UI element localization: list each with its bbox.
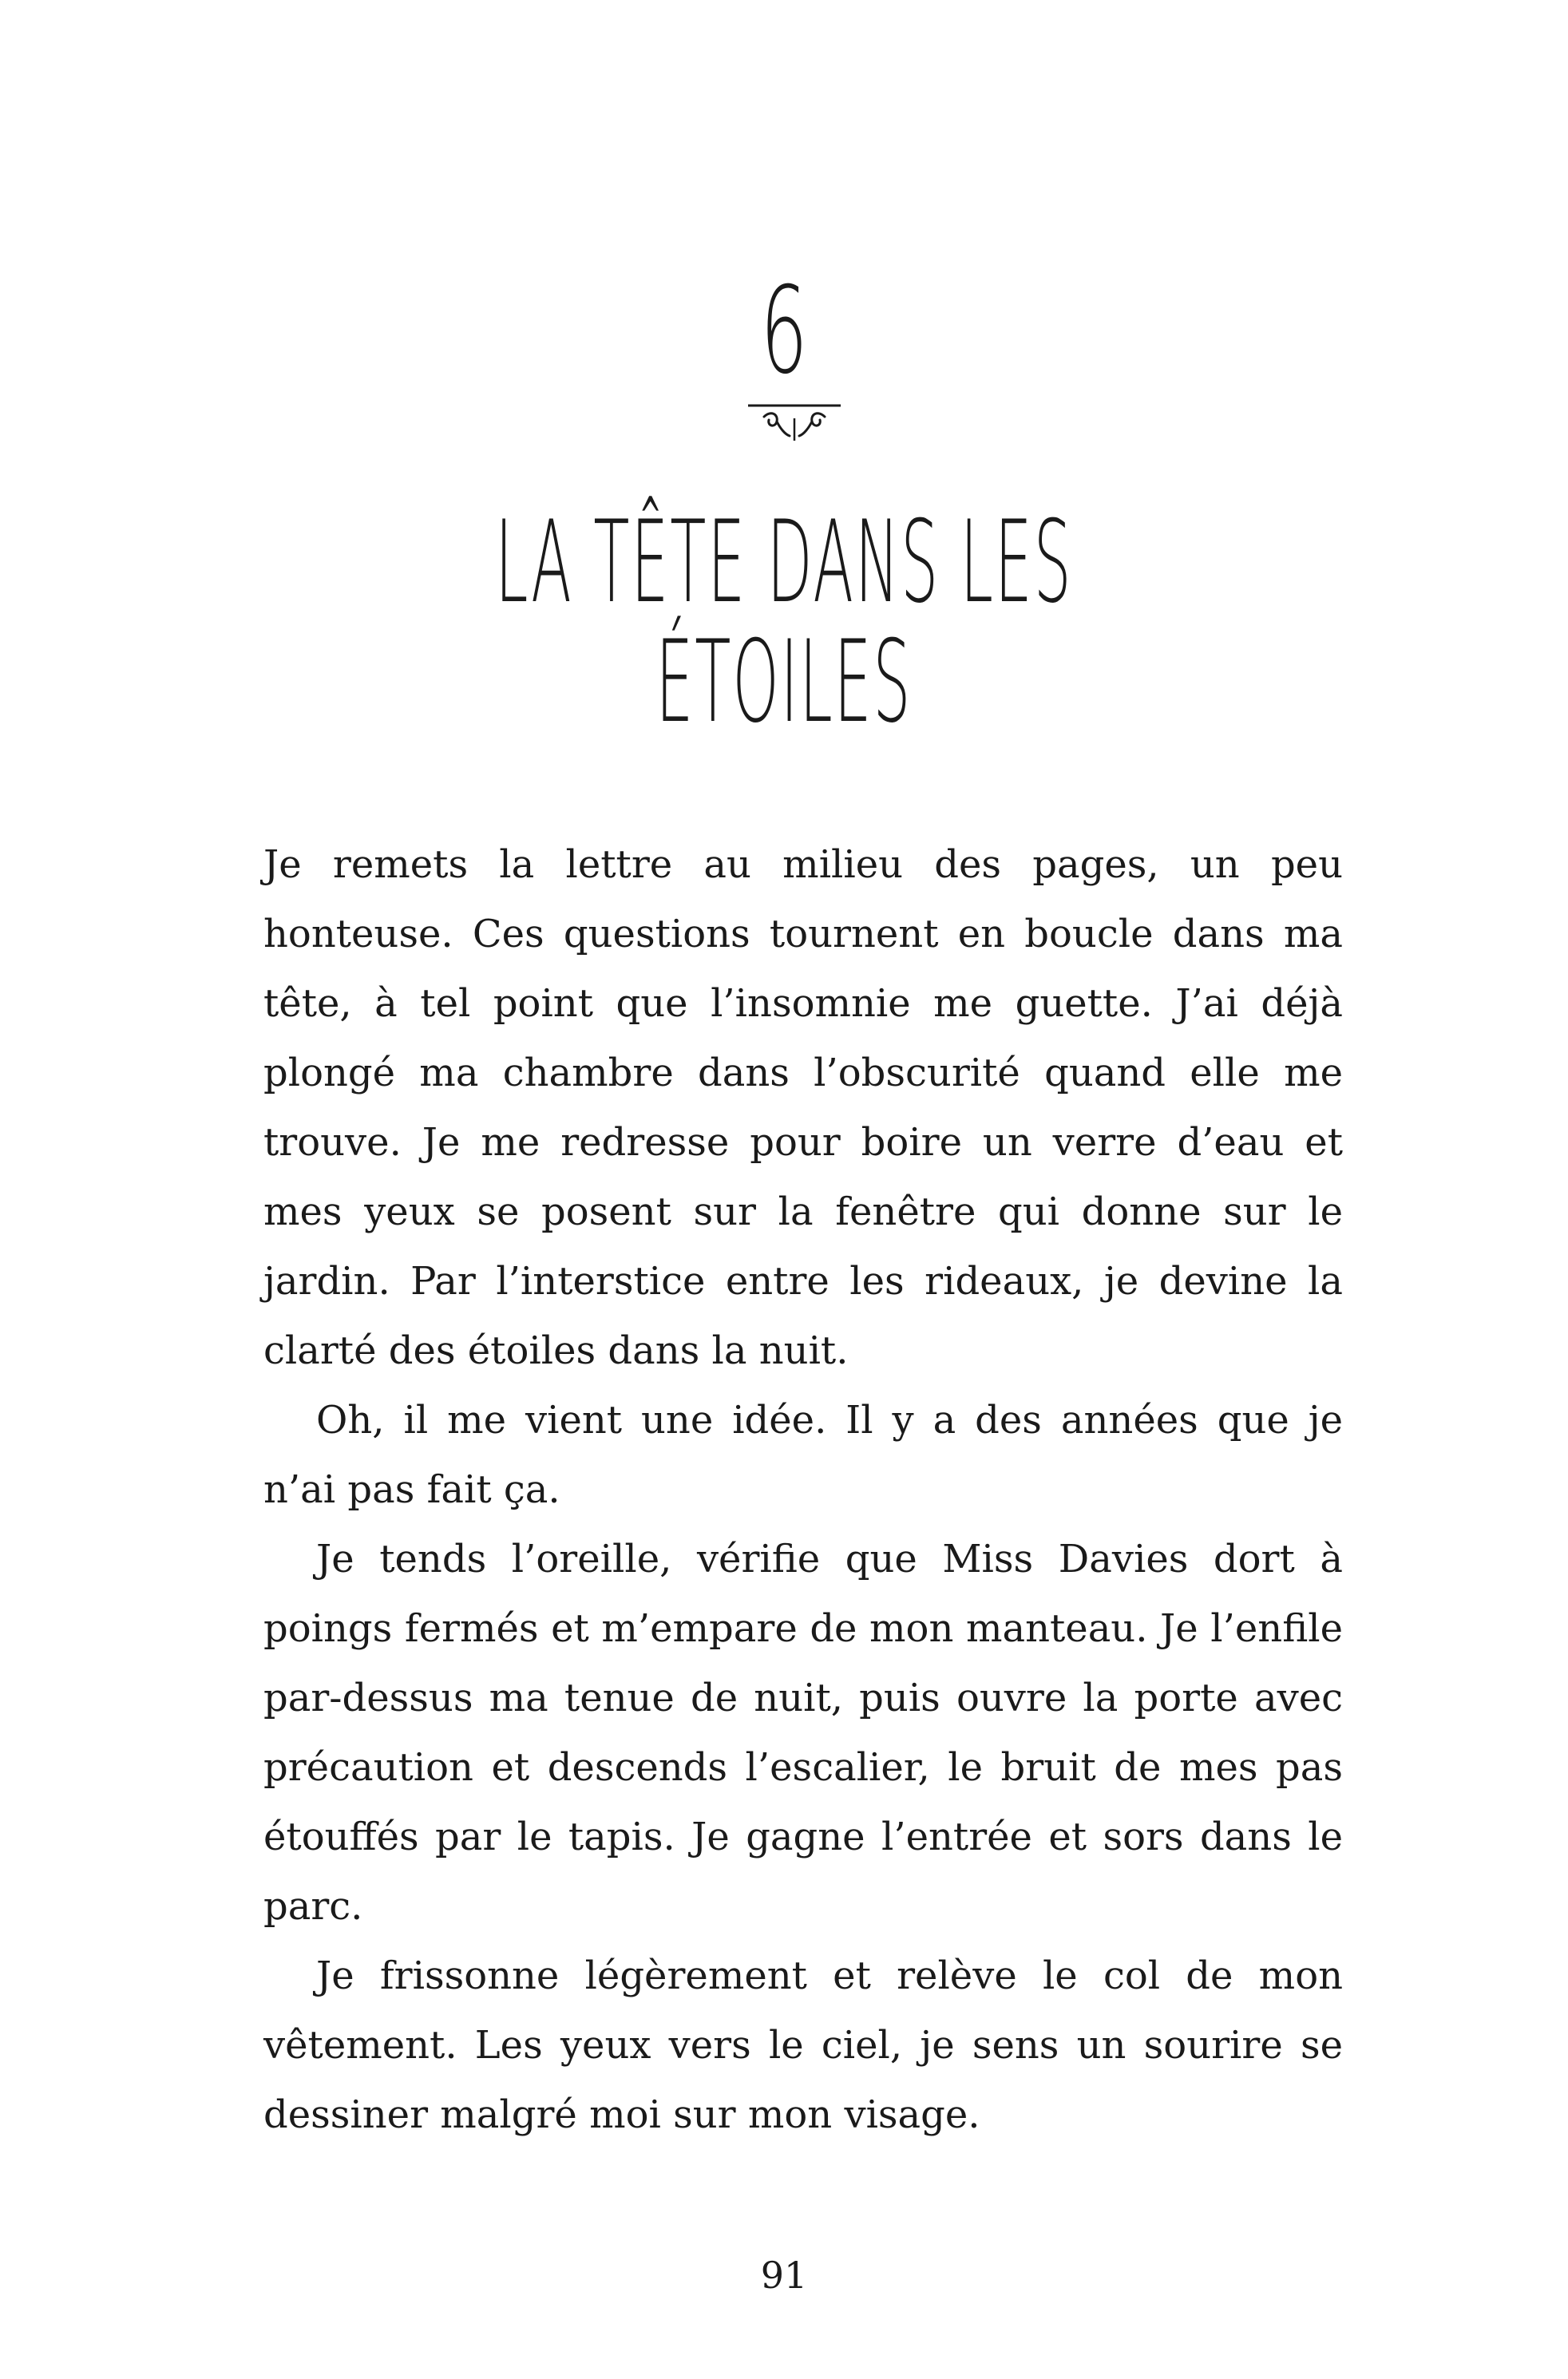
paragraph: Je remets la lettre au milieu des pages, un peu honteuse. Ces questions tournent en boucle dans ma tête, à tel point que l’insomnie me guette. J’ai déjà plongé ma chambre dans l’obscurité quand elle me trouve. Je me redresse pour boire un verre d’eau et mes yeux se posent sur la fenêtre qui donne sur le jardin. Par l’interstice entre les rideaux, je devine la clarté des étoiles dans la nuit. [263,842,1343,1373]
chapter-title: LA TÊTE DANS LES ÉTOILES [495,497,1073,748]
chapter-body [263,830,1343,2150]
page-number: 91 [760,2254,808,2297]
chapter-number: 6 [760,262,808,401]
flourish-ornament-icon [746,399,842,447]
paragraph: Je frissonne légèrement et relève le col de mon vêtement. Les yeux vers le ciel, je sens un sourire se dessiner malgré moi sur mon visage. [263,1953,1343,2137]
paragraph: Oh, il me vient une idée. Il y a des années que je n’ai pas fait ça. [263,1398,1343,1512]
paragraph: Je tends l’oreille, vérifie que Miss Davies dort à poings fermés et m’empare de mon manteau. Je l’enfile par-dessus ma tenue de nuit, puis ouvre la porte avec précaution et descends l’escalier, le bruit de mes pas étouffés par le tapis. Je gagne l’entrée et sors dans le parc. [263,1537,1343,1929]
